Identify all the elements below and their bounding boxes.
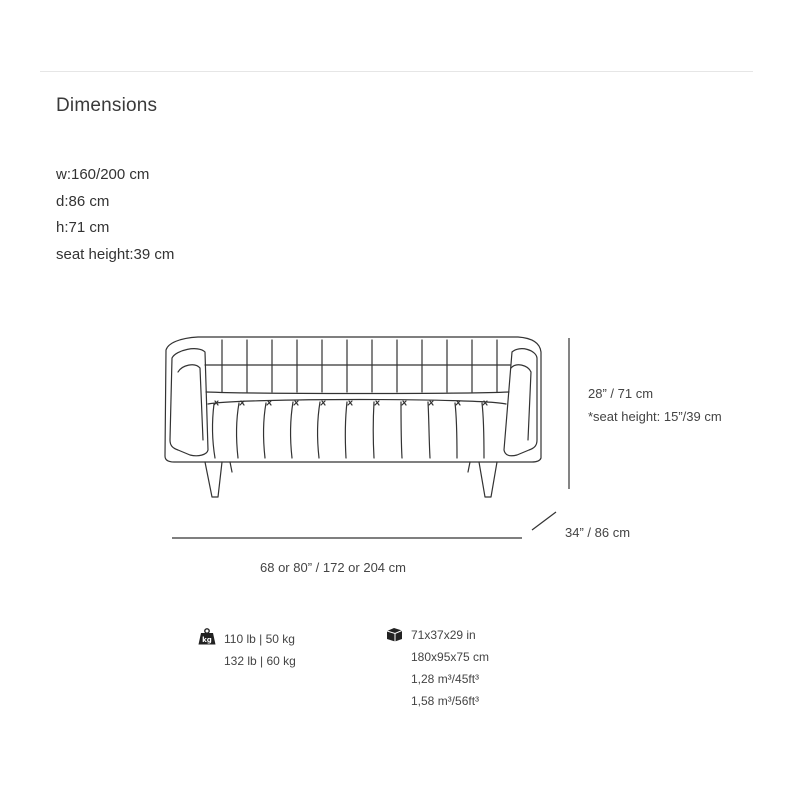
weight-value-2: 132 lb | 60 kg [224,654,296,668]
svg-text:kg: kg [202,636,212,644]
package-volume-2: 1,58 m³/56ft³ [411,694,480,708]
weight-icon [198,628,216,645]
section-title: Dimensions [56,95,158,116]
sofa-leg-left [205,462,222,497]
package-dimensions-cm: 180x95x75 cm [411,650,490,664]
seat-height-label: *seat height: 15”/39 cm [588,409,722,424]
spec-depth: d:86 cm [56,193,110,210]
spec-width: w:160/200 cm [56,166,150,183]
box-icon [386,626,403,642]
package-dimensions-in: 71x37x29 in [411,628,476,642]
depth-label: 34” / 86 cm [565,525,631,540]
spec-height: h:71 cm [56,219,110,236]
package-volume-1: 1,28 m³/45ft³ [411,672,480,686]
height-label: 28” / 71 cm [588,386,654,401]
spec-seat-height: seat height:39 cm [56,246,175,263]
width-label: 68 or 80” / 172 or 204 cm [260,560,406,575]
depth-dimension-line [532,512,556,530]
sofa-leg-right [479,462,497,497]
weight-value-1: 110 lb | 50 kg [224,632,295,646]
